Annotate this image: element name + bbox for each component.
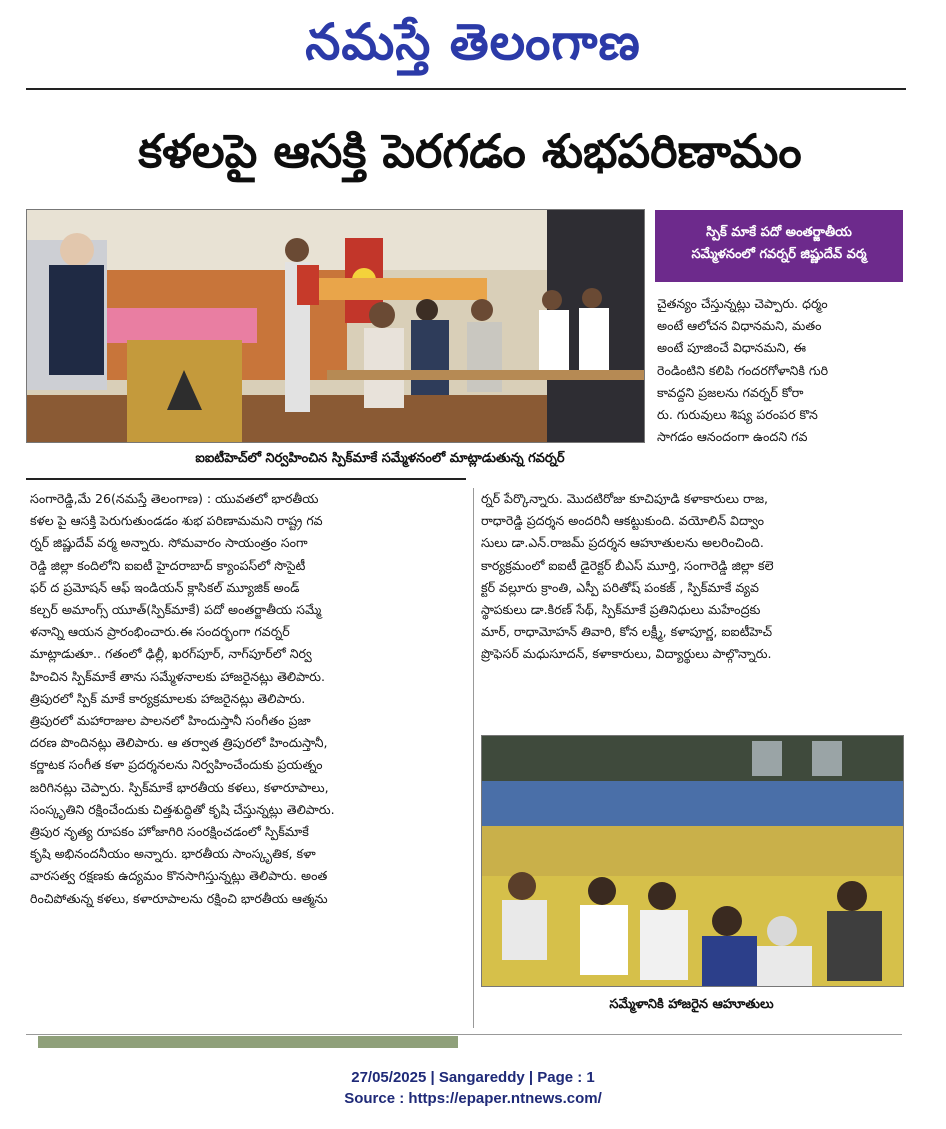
text-line: రించిపోతున్న కళలు, కళారూపాలను రక్షించి భారతీయ ఆత్మను bbox=[30, 890, 328, 906]
text-line: హించిన స్పిక్‌మాకే తాను సమ్మేళనాలకు హాజరైనట్లు తెలిపారు. bbox=[30, 668, 325, 684]
text-line: కావద్దని ప్రజలను గవర్నర్ కోరా bbox=[657, 384, 804, 400]
text-line: రు. గురువులు శిష్య పరంపర కొన bbox=[657, 407, 818, 423]
photo-governor-speaking bbox=[26, 209, 645, 443]
text-line: చైతన్యం చేస్తున్నట్లు చెప్పారు. ధర్మం bbox=[657, 296, 828, 311]
text-line: సులు డా.ఎన్.రాజమ్ ప్రదర్శన ఆహూతులను అలరించింది. bbox=[481, 535, 764, 551]
text-line: సంగారెడ్డి,మే 26(నమస్తే తెలంగాణ) : యువతలో భారతీయ bbox=[30, 491, 319, 506]
text-line: కళల పై ఆసక్తి పెరుగుతుండడం శుభ పరిణామమని రాష్ట్ర గవ bbox=[30, 513, 323, 529]
kicker-line-2: సమ్మేళనంలో గవర్నర్ జిష్ణుదేవ్ వర్మ bbox=[691, 247, 867, 262]
headline: కళలపై ఆసక్తి పెరగడం శుభపరిణామం bbox=[138, 124, 802, 178]
photo-bottom-caption: సమ్మేళానికి హాజరైన ఆహూతులు bbox=[609, 997, 774, 1012]
right-mid-column bbox=[481, 488, 906, 666]
footer-source-line: Source : https://epaper.ntnews.com/ bbox=[344, 1090, 602, 1107]
text-line: ర్నర్ జిష్ణుదేవ్ వర్మ అన్నారు. సోమవారం సాయంత్రం సంగా bbox=[30, 535, 308, 551]
text-line: రాధారెడ్డి ప్రదర్శన అందరినీ ఆకట్టుకుంది. వయోలిన్ విద్వాం bbox=[481, 513, 764, 529]
caption-rule bbox=[26, 478, 466, 480]
text-line: త్రిపుర నృత్య రూపకం హోజాగిరి సంరక్షించడంలో స్పిక్‌మాకే bbox=[30, 824, 309, 840]
text-line: దరణ పొందినట్లు తెలిపారు. ఆ తర్వాత త్రిపురలో హిందుస్తానీ, bbox=[30, 735, 328, 751]
photo-top-caption: ఐఐటీహెచ్‌లో నిర్వహించిన స్పిక్‌మాకే సమ్మేళనంలో మాట్లాడుతున్న గవర్నర్ bbox=[195, 451, 565, 466]
bottom-rule bbox=[26, 1034, 902, 1035]
text-line: సంస్కృతిని రక్షించేందుకు చిత్తశుద్ధితో కృషి చేస్తున్నట్లు తెలిపారు. bbox=[30, 801, 335, 817]
text-line: సాగడం ఆనందంగా ఉందని గవ bbox=[657, 429, 808, 445]
text-line: త్రిపురలో మహారాజుల పాలనలో హిందుస్తానీ సంగీతం ప్రజా bbox=[30, 713, 311, 729]
text-line: జరిగినట్లు చెప్పారు. స్పిక్‌మాకే భారతీయ కళలు, కళారూపాలు, bbox=[30, 779, 329, 795]
text-line: మాట్లాడుతూ.. గతంలో ఢిల్లీ, ఖరగ్‌పూర్, నాగ్‌పూర్‌లో నిర్వ bbox=[30, 646, 312, 662]
text-line: ళనాన్ని ఆయన ప్రారంభించారు.ఈ సందర్భంగా గవర్నర్ bbox=[30, 624, 290, 640]
text-line: మార్, రాధామోహన్ తివారి, కోన లక్ష్మీ, కళాపూర్ణ, ఐఐటీహెచ్ bbox=[481, 624, 773, 640]
text-line: కర్ణాటక సంగీత కళా ప్రదర్శనలను నిర్వహించేందుకు ప్రయత్నం bbox=[30, 757, 323, 773]
text-line: స్థాపకులు డా.కిరణ్ సేథ్, స్పిక్‌మాకే ప్రతినిధులు మహేంద్రకు bbox=[481, 602, 761, 618]
text-line: కృషి అభినందనీయం అన్నారు. భారతీయ సాంస్కృతిక, కళా bbox=[30, 846, 316, 862]
text-line: వారసత్వ రక్షణకు ఉద్యమం కొనసాగిస్తున్నట్లు తెలిపారు. అంత bbox=[30, 868, 328, 884]
text-line: కార్యక్రమంలో ఐఐటీ డైరెక్టర్ బీఎస్ మూర్తి, సంగారెడ్డి జిల్లా కలె bbox=[481, 557, 774, 573]
text-line: ప్రొఫెసర్ మధుసూదన్, కళాకారులు, విద్యార్థులు పాల్గొన్నారు. bbox=[481, 646, 772, 662]
text-line: రెండింటిని కలిపి గందరగోళానికి గురి bbox=[657, 362, 829, 378]
masthead-title: నమస్తే తెలంగాణ bbox=[305, 13, 641, 71]
text-line: అంటే పూజించే విధానమని, ఈ bbox=[657, 340, 807, 356]
kicker-box bbox=[655, 210, 903, 282]
text-line: అంటే ఆలోచన విధానమని, మతం bbox=[657, 318, 822, 334]
text-line: త్రిపురలో స్పిక్ మాకే కార్యక్రమాలకు హాజరైనట్లు తెలిపారు. bbox=[30, 690, 306, 706]
column-divider bbox=[473, 488, 474, 1028]
text-line: క్టర్ వల్లూరు క్రాంతి, ఎస్పీ పరితోష్ పంకజ్ , స్పిక్‌మాకే వ్యవ bbox=[481, 579, 759, 595]
left-column bbox=[30, 488, 465, 910]
text-line: కల్చర్ అమాంగ్స్ యూత్(స్పిక్‌మాకే) పదో అంతర్జాతీయ సమ్మే bbox=[30, 602, 322, 618]
right-top-column bbox=[657, 293, 905, 448]
text-line: రెడ్డి జిల్లా కందిలోని ఐఐటీ హైదరాబాద్ క్యాంపస్‌లో సొసైటీ bbox=[30, 557, 306, 573]
kicker-line-1: స్పిక్ మాకే పదో అంతర్జాతీయ bbox=[706, 225, 852, 240]
masthead-rule bbox=[26, 88, 906, 90]
text-line: ర్నర్ పేర్కొన్నారు. మొదటిరోజు కూచిపూడి కళాకారులు రాజ, bbox=[481, 491, 769, 506]
photo-audience bbox=[481, 735, 904, 987]
footer-date-line: 27/05/2025 | Sangareddy | Page : 1 bbox=[351, 1069, 595, 1086]
next-article-photo-strip bbox=[38, 1036, 458, 1048]
text-line: ఫర్ ద ప్రమోషన్ ఆఫ్ ఇండియన్ క్లాసికల్ మ్యూజిక్ అండ్ bbox=[30, 579, 300, 595]
